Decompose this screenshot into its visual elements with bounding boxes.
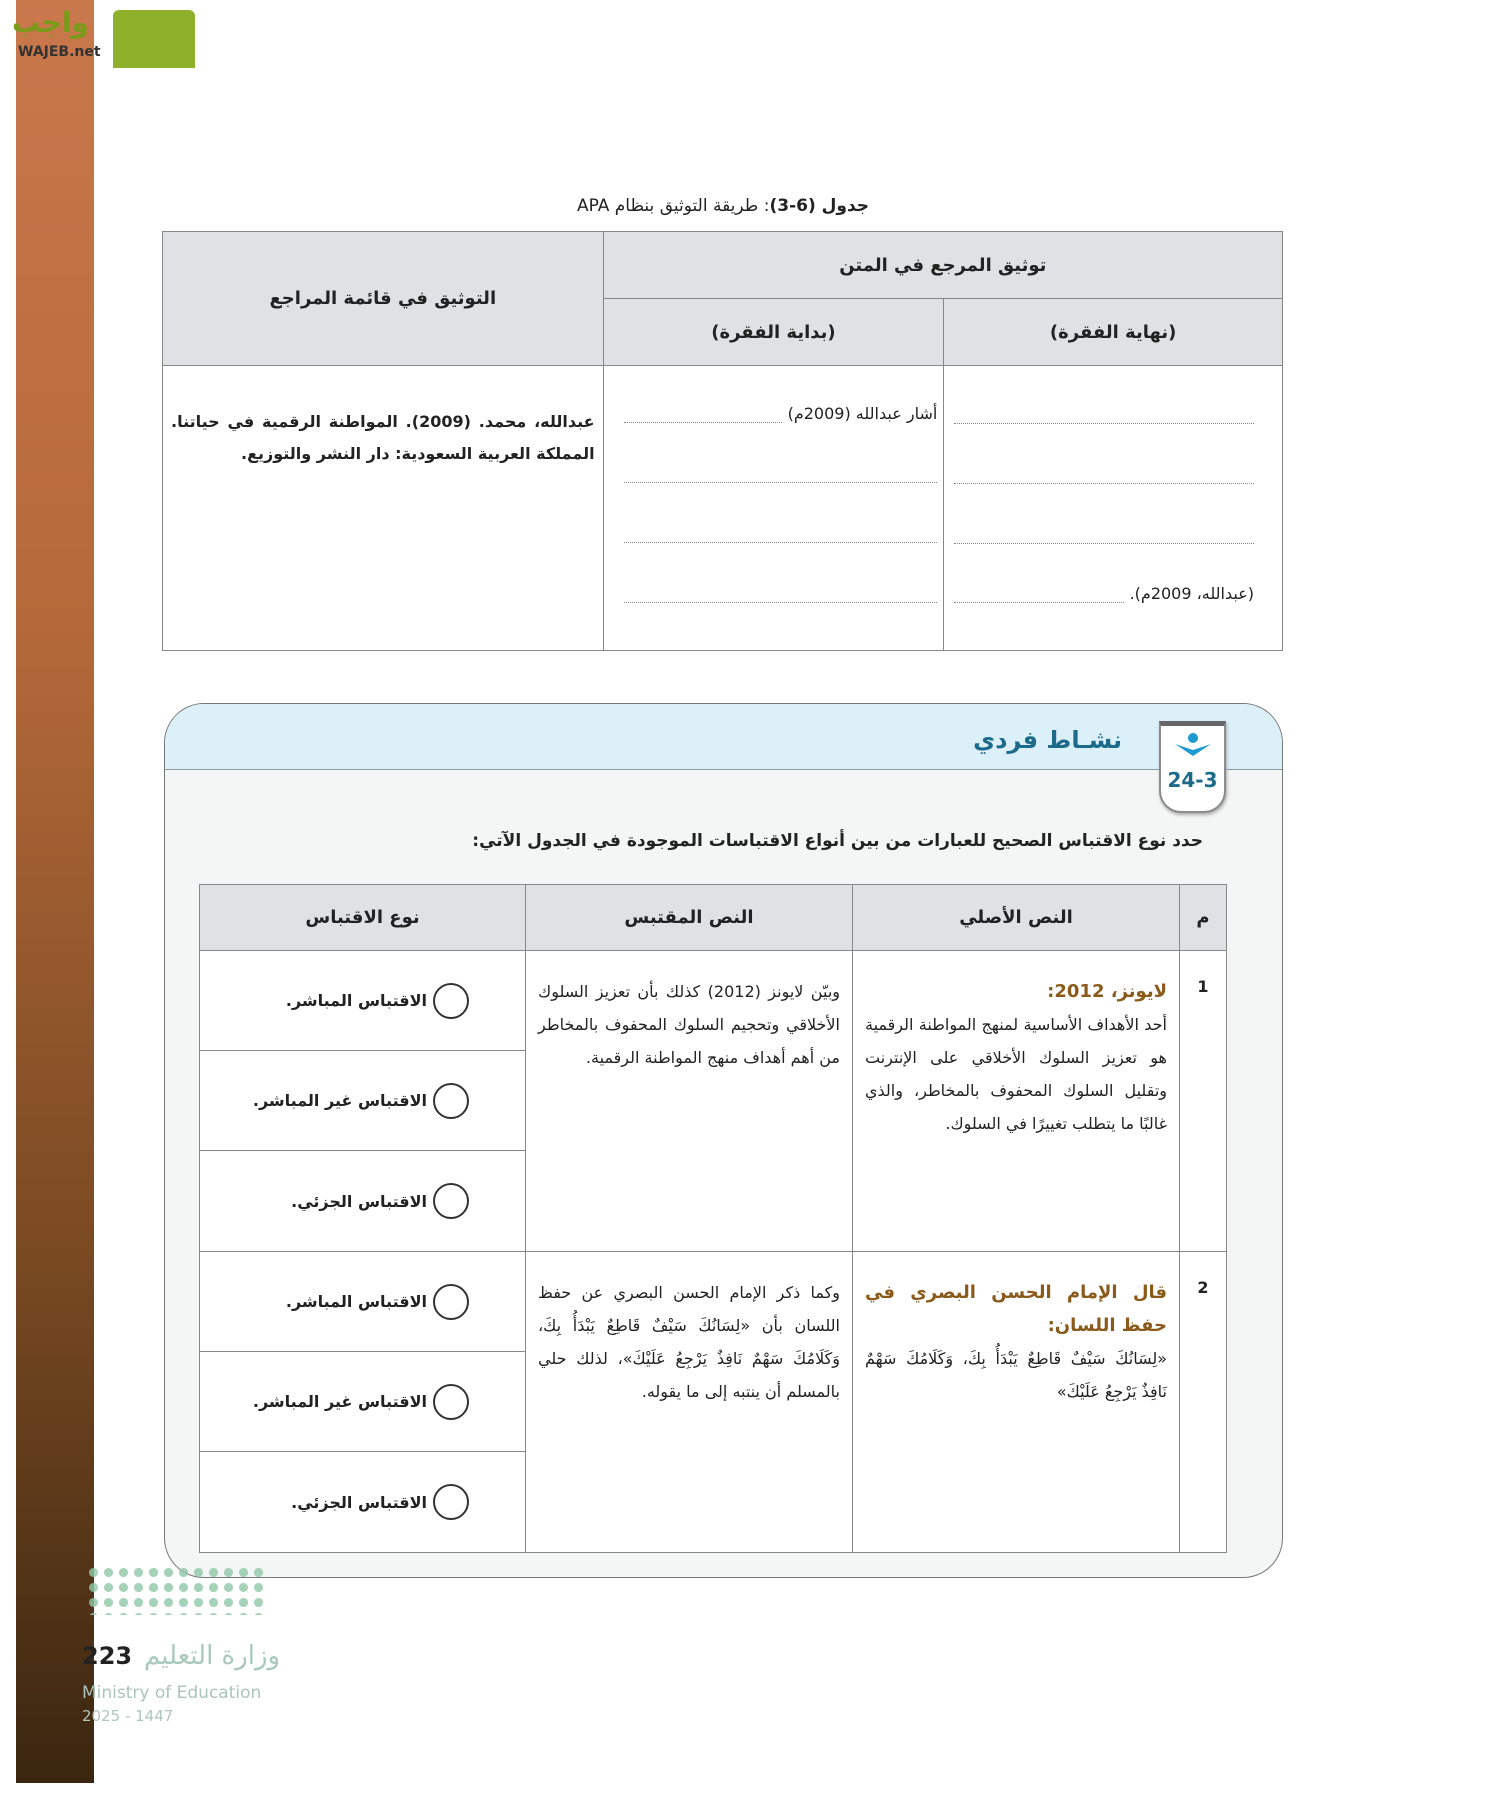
dots-emblem-icon	[86, 1565, 266, 1615]
wajeb-logo: واجب WAJEB.net	[8, 6, 188, 66]
quoted-text: وبيّن لايونز (2012) كذلك بأن تعزيز السلوك الأخلاقي وتحجيم السلوك المحفوف بالمخاطر من أهم أهداف منهج المواطنة الرقمية.	[526, 951, 853, 1252]
header-original: النص الأصلي	[853, 885, 1180, 951]
option-partial[interactable]: الاقتباس الجزئي.	[200, 1452, 525, 1552]
header-start: (بداية الفقرة)	[603, 299, 944, 366]
radio-button[interactable]	[433, 1484, 469, 1520]
page-number: 223	[82, 1642, 133, 1670]
year-label: 2025 - 1447	[82, 1707, 174, 1725]
header-type: نوع الاقتباس	[200, 885, 526, 951]
start-of-paragraph-cell: أشار عبدالله (2009م)	[603, 366, 944, 651]
apa-citation-table	[162, 231, 1283, 651]
header-end: (نهاية الفقرة)	[944, 299, 1283, 366]
activity-title: نشـاط فردي	[973, 726, 1122, 754]
quotation-type-table	[199, 884, 1227, 1553]
header-reference-list: التوثيق في قائمة المراجع	[163, 232, 604, 366]
reference-entry: عبدالله، محمد. (2009). المواطنة الرقمية في حياتنا. المملكة العربية السعودية: دار النشر والتوزيع.	[163, 366, 604, 651]
radio-button[interactable]	[433, 1083, 469, 1119]
header-num: م	[1180, 885, 1227, 951]
radio-button[interactable]	[433, 983, 469, 1019]
ministry-name-english: Ministry of Education	[82, 1683, 262, 1703]
page-side-bar	[16, 0, 94, 1783]
end-of-paragraph-cell: (عبدالله، 2009م).	[944, 366, 1283, 651]
option-direct[interactable]: الاقتباس المباشر.	[200, 951, 525, 1051]
radio-button[interactable]	[433, 1183, 469, 1219]
header-quoted: النص المقتبس	[526, 885, 853, 951]
radio-button[interactable]	[433, 1284, 469, 1320]
activity-instruction: حدد نوع الاقتباس الصحيح للعبارات من بين أنواع الاقتباسات الموجودة في الجدول الآتي:	[472, 831, 1203, 851]
original-text: لايونز، 2012: أحد الأهداف الأساسية لمنهج المواطنة الرقمية هو تعزيز السلوك الأخلاقي على الإنترنت وتقليل السلوك المحفوف بالمخاطر، والذي غالبًا ما يتطلب تغييرًا في السلوك.	[853, 951, 1180, 1252]
radio-button[interactable]	[433, 1384, 469, 1420]
option-direct[interactable]: الاقتباس المباشر.	[200, 1252, 525, 1352]
quoted-text: وكما ذكر الإمام الحسن البصري عن حفظ اللسان بأن «لِسَانُكَ سَيْفٌ قَاطِعٌ يَبْدَأُ بِكَ، وَكَلَامُكَ سَهْمٌ نَافِذٌ يَرْجِعُ عَلَيْكَ»، لذلك حلي بالمسلم أن ينتبه إلى ما يقوله.	[526, 1252, 853, 1553]
option-indirect[interactable]: الاقتباس غير المباشر.	[200, 1051, 525, 1151]
person-icon	[1171, 726, 1215, 760]
activity-badge: 24-3	[1159, 721, 1226, 813]
table-row: 2 قال الإمام الحسن البصري في حفظ اللسان: «لِسَانُكَ سَيْفٌ قَاطِعٌ يَبْدَأُ بِكَ، وَكَلَامُكَ سَهْمٌ نَافِذٌ يَرْجِعُ عَلَيْكَ» وكما ذكر الإمام الحسن البصري عن حفظ اللسان بأن «لِسَانُكَ سَيْفٌ قَاطِعٌ يَبْدَأُ بِكَ، وَكَلَامُكَ سَهْمٌ نَافِذٌ يَرْجِعُ عَلَيْكَ»، لذلك حلي بالمسلم أن ينتبه إلى ما يقوله. الاقتباس المباشر. الاقتباس غير المباشر. الاقتباس الجزئي.	[200, 1252, 1227, 1553]
ministry-name-arabic: وزارة التعليم	[144, 1641, 281, 1671]
header-in-text: توثيق المرجع في المتن	[603, 232, 1282, 299]
ministry-logo	[82, 1565, 362, 1735]
table-caption: جدول (6-3): طريقة التوثيق بنظام APA	[576, 196, 870, 216]
original-text: قال الإمام الحسن البصري في حفظ اللسان: «لِسَانُكَ سَيْفٌ قَاطِعٌ يَبْدَأُ بِكَ، وَكَلَامُكَ سَهْمٌ نَافِذٌ يَرْجِعُ عَلَيْكَ»	[853, 1252, 1180, 1553]
option-indirect[interactable]: الاقتباس غير المباشر.	[200, 1352, 525, 1452]
option-partial[interactable]: الاقتباس الجزئي.	[200, 1151, 525, 1251]
table-row: 1 لايونز، 2012: أحد الأهداف الأساسية لمنهج المواطنة الرقمية هو تعزيز السلوك الأخلاقي على الإنترنت وتقليل السلوك المحفوف بالمخاطر، والذي غالبًا ما يتطلب تغييرًا في السلوك. وبيّن لايونز (2012) كذلك بأن تعزيز السلوك الأخلاقي وتحجيم السلوك المحفوف بالمخاطر من أهم أهداف منهج المواطنة الرقمية. الاقتباس المباشر. الاقتباس غير المباشر. الاقتباس الجزئي.	[200, 951, 1227, 1252]
book-icon	[113, 10, 195, 68]
